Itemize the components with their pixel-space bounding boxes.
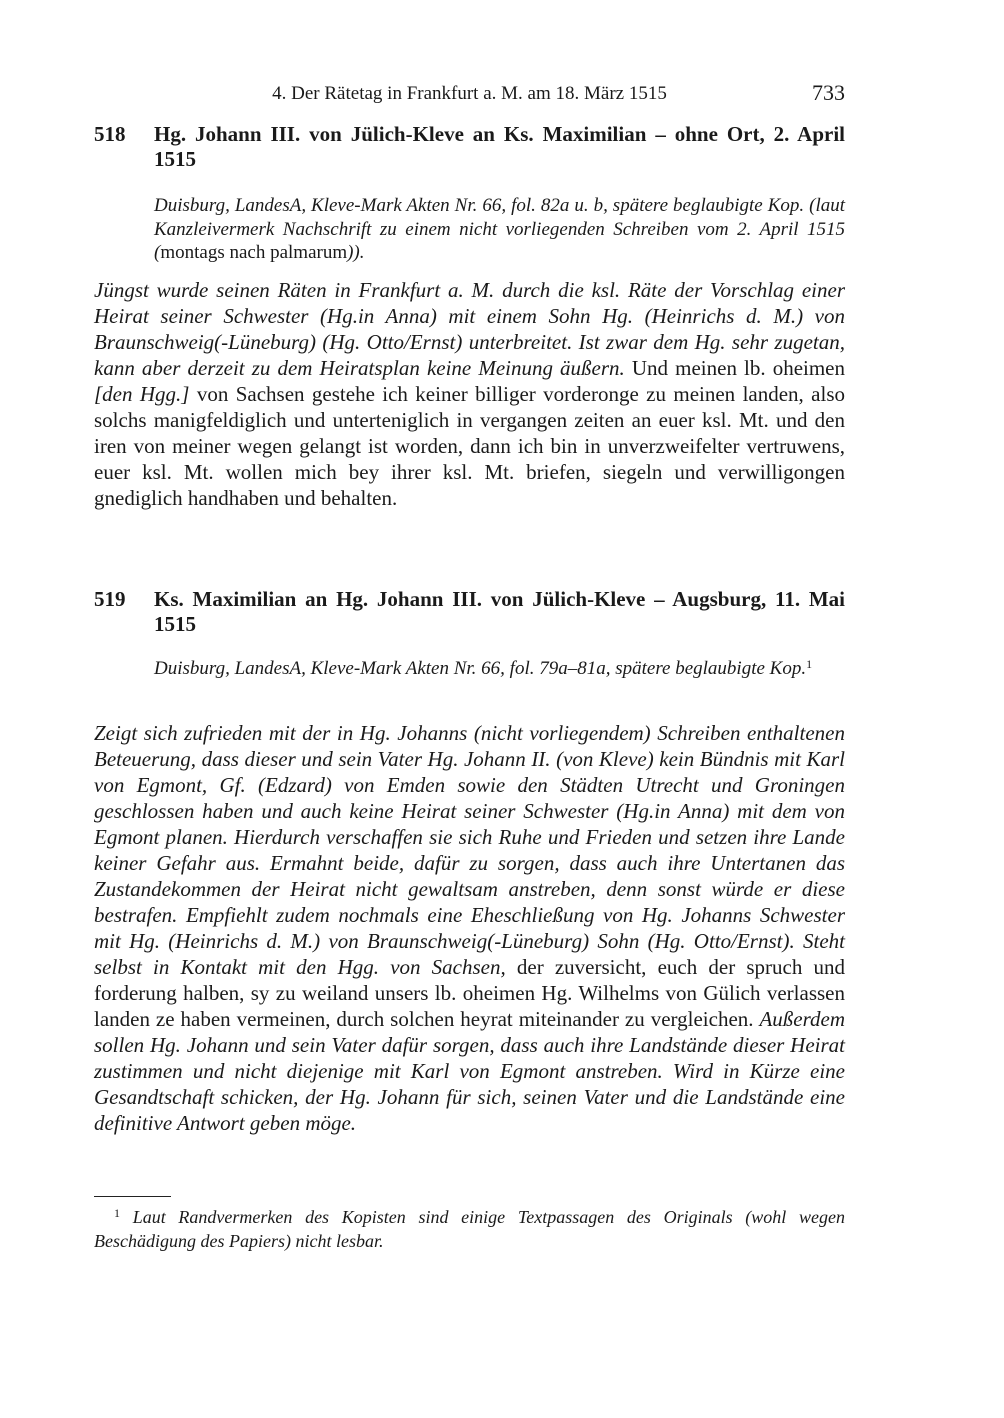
footnote-rule [94, 1196, 171, 1197]
quote-text: Und meinen lb. oheimen [631, 356, 846, 380]
entry-518-heading [94, 122, 845, 172]
footnote-text: Laut Randvermerken des Kopisten sind einige Textpassagen des Originals (wohl wegen Beschädigung des Papiers) nicht lesbar. [94, 1207, 845, 1251]
regest-text: Jüngst wurde seinen Räten in Frankfurt a. M. durch die ksl. Räte der Vorschlag einer Heirat seiner Schwester (Hg.in Anna) mit einem Sohn Hg. (Heinrichs d. M.) von Braunschweig(-Lüneburg) (Hg. Otto/Ernst) unterbreitet. Ist zwar dem Hg. sehr zugetan, kann aber derzeit zu dem Heiratsplan keine Meinung äußern. [94, 278, 845, 380]
running-head [94, 80, 845, 108]
source-text: )). [347, 242, 365, 263]
quote-text: der zuversicht, euch der spruch und forderung halben, sy zu weiland unsers lb. oheimen Hg. Wilhelms von Gülich verlassen landen ze haben vermeinen, durch solchen heyrat miteinander zu vergleichen. [94, 955, 845, 1031]
entry-519-heading [94, 587, 845, 637]
quote-text: von Sachsen gestehe ich keiner billiger vorderonge zu meinen landen, also solchs manigfeldiglich und unterteniglich in vergangen zeiten an euer ksl. Mt. und den iren von meiner wegen gelangt ist worden, dann ich bin in unverzweifelter vertruwens, euer ksl. Mt. wollen mich bey ihrer ksl. Mt. briefen, siegeln und verwilligongen gnediglich handhaben und behalten. [94, 382, 845, 510]
footnote-number: 1 [114, 1206, 120, 1220]
regest-text: Außerdem sollen Hg. Johann und sein Vater dafür sorgen, dass auch ihre Landstände dieser Heirat zustimmen und nicht diejenige mit Karl von Egmont anstreben. Wird in Kürze eine Gesandtschaft schicken, der Hg. Johann für sich, seinen Vater und die Landstände eine definitive Antwort geben möge. [94, 1007, 845, 1135]
entry-number: 519 [94, 587, 126, 611]
editorial-insert: [den Hgg.] [94, 382, 190, 406]
entry-title: Hg. Johann III. von Jülich-Kleve an Ks. Maximilian – ohne Ort, 2. April 1515 [154, 122, 845, 171]
entry-number: 518 [94, 122, 126, 146]
entry-519-body [94, 720, 845, 1136]
running-title: 4. Der Rätetag in Frankfurt a. M. am 18. März 1515 [272, 83, 667, 104]
page-number: 733 [812, 80, 845, 105]
entry-518-source [154, 194, 845, 265]
entry-title: Ks. Maximilian an Hg. Johann III. von Jülich-Kleve – Augsburg, 11. Mai 1515 [154, 587, 845, 636]
footnote-ref[interactable]: 1 [806, 657, 813, 671]
regest-text: Zeigt sich zufrieden mit der in Hg. Johanns (nicht vorliegendem) Schreiben enthaltenen Beteuerung, dass dieser und sein Vater Hg. Johann II. (von Kleve) kein Bündnis mit Karl von Egmont, Gf. (Edzard) von Emden sowie den Städten Utrecht und Groningen geschlossen haben und auch keine Heirat seiner Schwester (Hg.in Anna) mit dem von Egmont planen. Hierdurch verschaffen sie sich Ruhe und Frieden und setzen ihre Lande keiner Gefahr aus. Ermahnt beide, dafür zu sorgen, dass auch ihre Untertanen das Zustandekommen der Heirat nicht gewaltsam anstreben, denn sonst würde er diese bestrafen. Empfiehlt zudem nochmals eine Eheschließung von Hg. Johanns Schwester mit Hg. (Heinrichs d. M.) von Braunschweig(-Lüneburg) Sohn (Hg. Otto/Ernst). Steht selbst in Kontakt mit den Hgg. von Sachsen, [94, 721, 845, 979]
source-text: Duisburg, LandesA, Kleve-Mark Akten Nr. 66, fol. 82a u. b, spätere beglaubigte Kop. (laut Kanzleivermerk Nachschrift zu einem nicht vorliegenden Schreiben vom 2. April 1515 ( [154, 195, 845, 263]
footnote [94, 1205, 845, 1253]
entry-519-source [154, 657, 845, 681]
source-text: Duisburg, LandesA, Kleve-Mark Akten Nr. 66, fol. 79a–81a, spätere beglaubigte Kop. [154, 658, 807, 679]
entry-518-body [94, 277, 845, 511]
source-text: montags nach palmarum [160, 242, 348, 263]
